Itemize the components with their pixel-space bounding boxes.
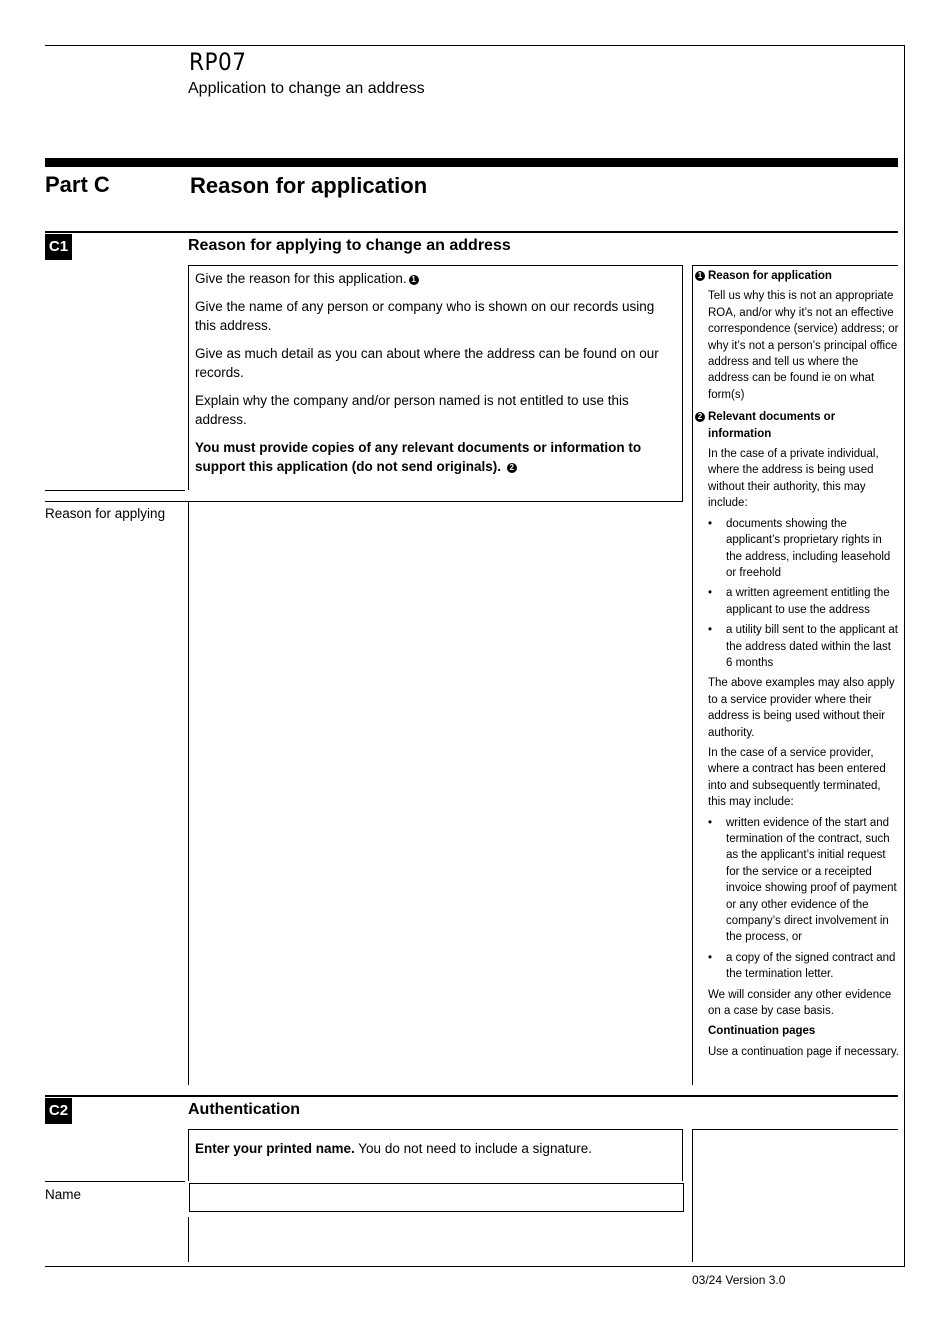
guidance-note-2-intro: In the case of a private individual, where the address is being used without their authority, this may include:: [708, 448, 879, 510]
c1-instr-left: [188, 265, 189, 490]
list-item: • written evidence of the start and termination of the contract, such as the applicant’s initial request for the service or a receipted invoice showing proof of payment or any other evidence of the company’s direct involvement in the process, or: [726, 815, 900, 946]
guidance-note-2-title: Relevant documents or information: [708, 411, 836, 440]
reason-field-left: [188, 501, 189, 1085]
guidance-para-2: The above examples may also apply to a service provider where their address is being used without their authority.: [708, 677, 895, 739]
version-label: 03/24 Version 3.0: [692, 1273, 786, 1287]
c2-instruction-bold: Enter your printed name.: [195, 1141, 355, 1156]
guidance-list-2: [695, 815, 900, 983]
c1-instr-right: [682, 265, 683, 502]
guidance-left: [692, 265, 693, 1085]
c2-title: Authentication: [188, 1101, 300, 1118]
name-input[interactable]: [189, 1183, 684, 1212]
note-1-marker: 1: [409, 275, 419, 285]
instruction-4: Explain why the company and/or person named is not entitled to use this address.: [195, 393, 629, 427]
guidance-note-1-marker: 1: [695, 271, 705, 281]
name-label: Name: [45, 1187, 82, 1202]
right-border: [904, 45, 905, 1267]
continuation-text: Use a continuation page if necessary.: [708, 1045, 899, 1058]
c1-instructions: [195, 269, 673, 485]
guidance-note-1-title: Reason for application: [708, 270, 832, 282]
reason-for-applying-label: Reason for applying: [45, 506, 166, 521]
c2-instruction: [195, 1139, 673, 1167]
reason-for-applying-field[interactable]: [189, 502, 691, 1085]
instruction-3: Give as much detail as you can about where the address can be found on our records.: [195, 346, 659, 380]
continuation-title: Continuation pages: [708, 1025, 816, 1038]
c2-side-left: [692, 1129, 693, 1262]
c1-label-sep: [45, 490, 185, 491]
guidance-para-4: We will consider any other evidence on a case by case basis.: [708, 988, 892, 1018]
guidance-list-1: [695, 516, 900, 672]
list-item: • documents showing the applicant’s proprietary rights in the address, including leasehold or freehold: [726, 516, 900, 582]
top-border: [45, 45, 905, 46]
c2-divider: [45, 1095, 898, 1097]
c2-instruction-rest: You do not need to include a signature.: [354, 1141, 592, 1156]
part-label: Part C: [45, 172, 110, 197]
guidance-note-2-marker: 2: [695, 412, 705, 422]
c2-label-sep: [45, 1181, 185, 1182]
c1-divider: [45, 231, 898, 233]
instruction-1: Give the reason for this application.: [195, 271, 407, 286]
bottom-border: [45, 1266, 905, 1267]
c2-instr-left: [188, 1129, 189, 1181]
list-item: • a copy of the signed contract and the termination letter.: [726, 950, 900, 983]
c2-instr-right: [682, 1129, 683, 1181]
c1-badge: C1: [45, 234, 72, 260]
instruction-bold: You must provide copies of any relevant documents or information to support this application (do not send originals).: [195, 440, 642, 474]
instruction-2: Give the name of any person or company who is shown on our records using this address.: [195, 299, 655, 333]
c1-title: Reason for applying to change an address: [188, 237, 511, 254]
c1-instr-top: [188, 265, 683, 266]
list-item: • a utility bill sent to the applicant at the address dated within the last 6 months: [726, 622, 900, 671]
c2-badge: C2: [45, 1098, 72, 1124]
c2-instr-top: [188, 1129, 683, 1130]
c2-field-left: [188, 1217, 189, 1262]
guidance-para-3: In the case of a service provider, where a contract has been entered into and subsequently terminated, this may include:: [708, 746, 886, 809]
list-item: • a written agreement entitling the applicant to use the address: [726, 585, 900, 618]
part-band: [45, 158, 898, 167]
part-title: Reason for application: [190, 173, 428, 198]
guidance-top: [692, 265, 898, 266]
guidance-note-1-text: Tell us why this is not an appropriate ROA, and/or why it’s not an effective correspondence (service) address; or why it’s not a person’s principal office address and tell us where the address can be found ie on what form(s): [708, 290, 899, 401]
c2-side-top: [692, 1129, 898, 1130]
guidance-notes: [695, 268, 900, 1064]
form-code: RP07: [189, 48, 247, 76]
form-title: Application to change an address: [188, 80, 425, 97]
note-2-marker: 2: [507, 463, 517, 473]
